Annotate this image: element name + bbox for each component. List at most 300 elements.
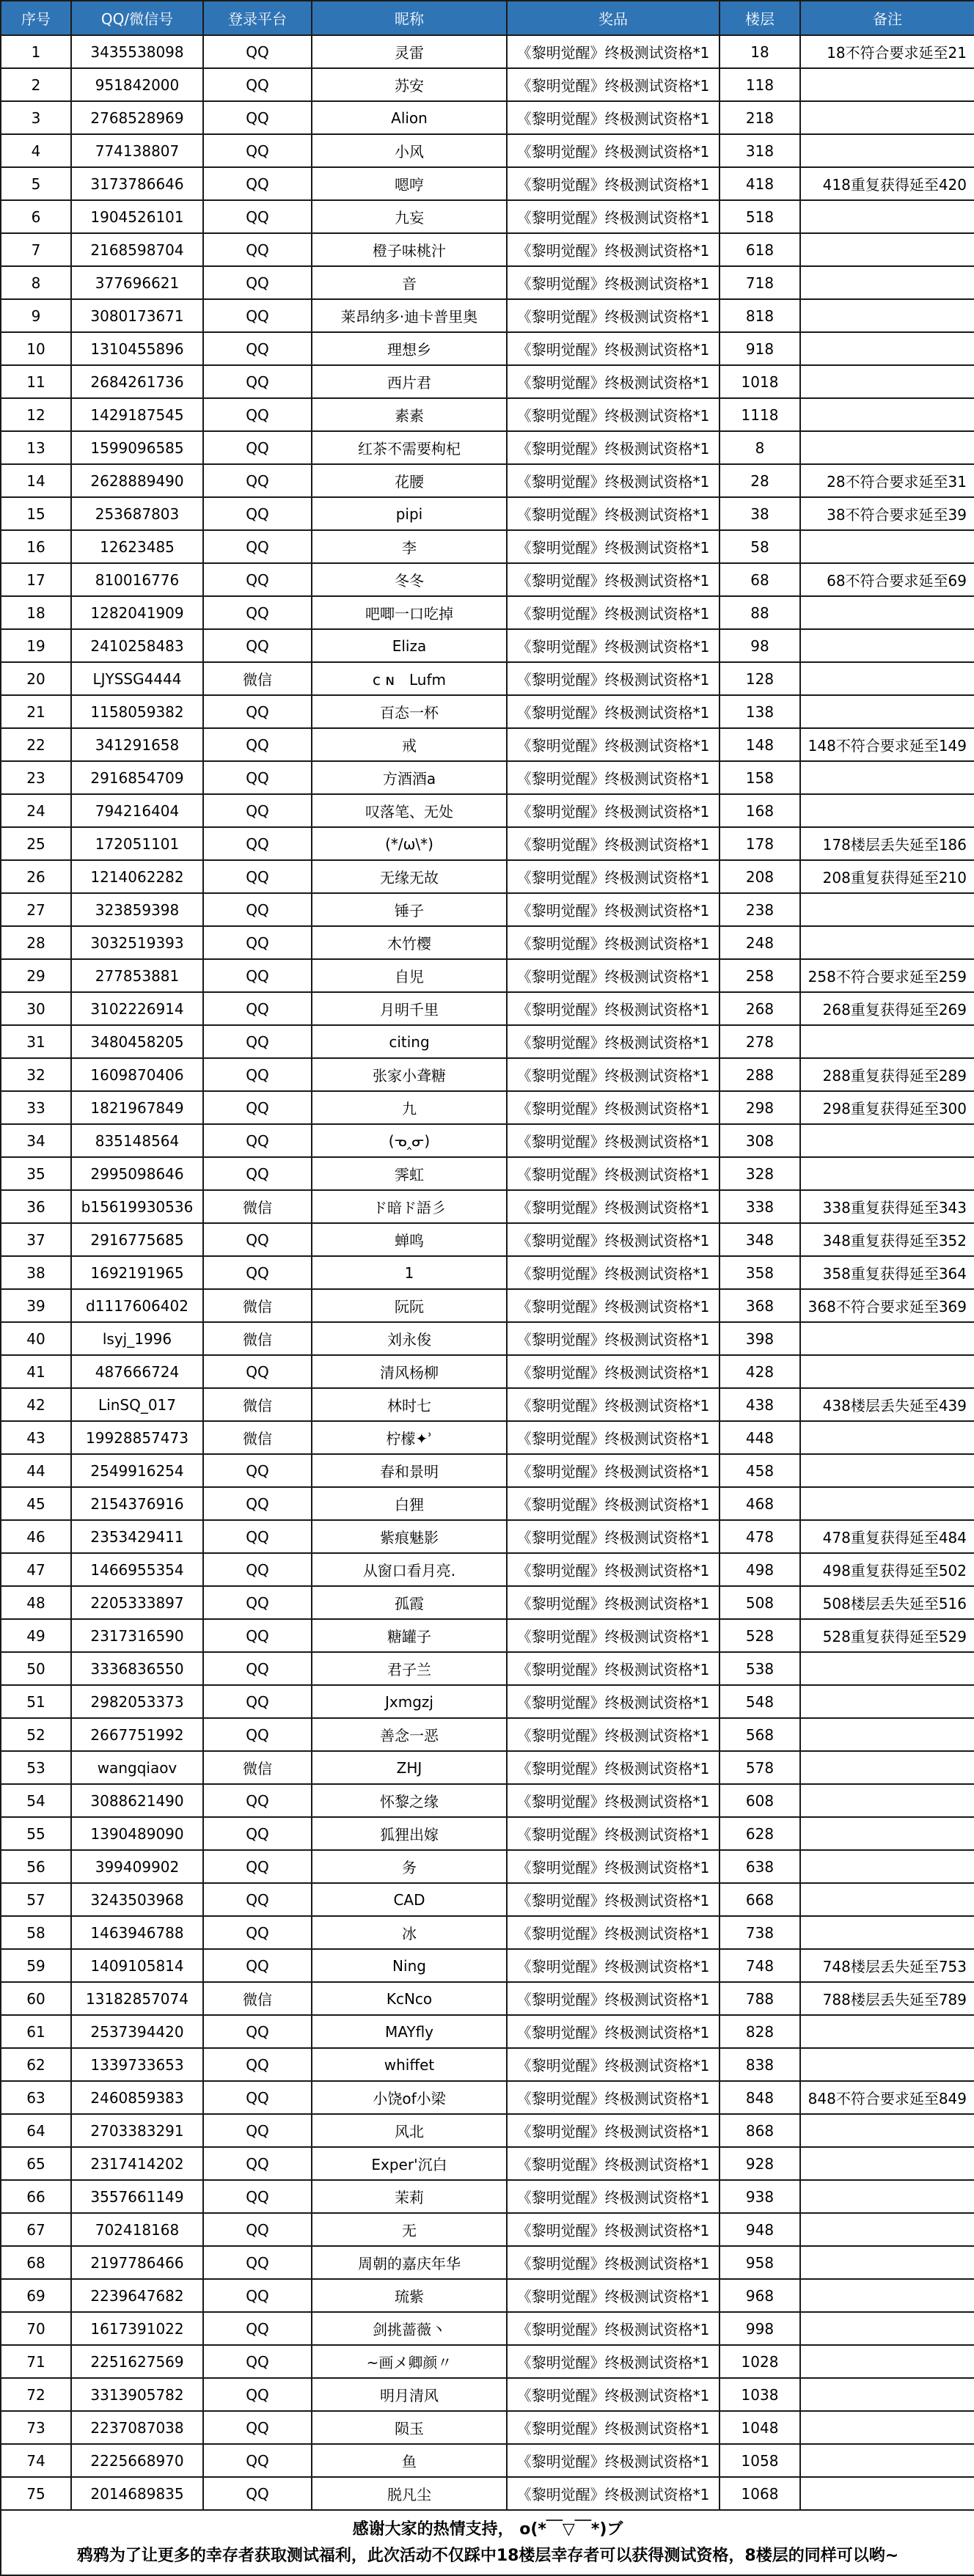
row-floor: 118 xyxy=(719,68,800,101)
row-account: 2317414202 xyxy=(71,2147,203,2180)
table-row xyxy=(1,1355,974,1388)
row-account: 1339733653 xyxy=(71,2048,203,2081)
row-nickname: 音 xyxy=(312,266,507,299)
row-account: 2154376916 xyxy=(71,1487,203,1520)
row-prize: 《黎明觉醒》终极测试资格*1 xyxy=(507,596,719,629)
row-index: 27 xyxy=(1,893,71,926)
row-prize: 《黎明觉醒》终极测试资格*1 xyxy=(507,2246,719,2279)
row-index: 6 xyxy=(1,200,71,233)
row-note: 438楼层丢失延至439 xyxy=(800,1388,974,1421)
row-account: 1429187545 xyxy=(71,398,203,431)
row-prize: 《黎明觉醒》终极测试资格*1 xyxy=(507,827,719,860)
row-index: 64 xyxy=(1,2114,71,2147)
row-nickname: 无缘无故 xyxy=(312,860,507,893)
row-index: 70 xyxy=(1,2312,71,2345)
row-account: 1282041909 xyxy=(71,596,203,629)
row-account: 1904526101 xyxy=(71,200,203,233)
row-prize: 《黎明觉醒》终极测试资格*1 xyxy=(507,794,719,827)
row-prize: 《黎明觉醒》终极测试资格*1 xyxy=(507,497,719,530)
row-prize: 《黎明觉醒》终极测试资格*1 xyxy=(507,959,719,992)
row-prize: 《黎明觉醒》终极测试资格*1 xyxy=(507,1355,719,1388)
row-index: 40 xyxy=(1,1322,71,1355)
table-row xyxy=(1,101,974,134)
row-prize: 《黎明觉醒》终极测试资格*1 xyxy=(507,2477,719,2510)
footer-row xyxy=(1,2510,974,2575)
row-index: 31 xyxy=(1,1025,71,1058)
row-platform: QQ xyxy=(203,1091,312,1124)
row-prize: 《黎明觉醒》终极测试资格*1 xyxy=(507,1850,719,1883)
row-account: 253687803 xyxy=(71,497,203,530)
row-index: 34 xyxy=(1,1124,71,1157)
table-row xyxy=(1,1454,974,1487)
row-prize: 《黎明觉醒》终极测试资格*1 xyxy=(507,530,719,563)
row-floor: 248 xyxy=(719,926,800,959)
row-platform: QQ xyxy=(203,827,312,860)
row-note: 748楼层丢失延至753 xyxy=(800,1949,974,1982)
row-platform: QQ xyxy=(203,1784,312,1817)
table-row xyxy=(1,992,974,1025)
row-nickname: 从窗口看月亮. xyxy=(312,1553,507,1586)
row-index: 58 xyxy=(1,1916,71,1949)
row-account: 3032519393 xyxy=(71,926,203,959)
row-prize: 《黎明觉醒》终极测试资格*1 xyxy=(507,1586,719,1619)
row-index: 18 xyxy=(1,596,71,629)
row-note: 258不符合要求延至259 xyxy=(800,959,974,992)
table-row xyxy=(1,2147,974,2180)
row-prize: 《黎明觉醒》终极测试资格*1 xyxy=(507,2114,719,2147)
row-account: 377696621 xyxy=(71,266,203,299)
row-account: 1310455896 xyxy=(71,332,203,365)
row-platform: QQ xyxy=(203,596,312,629)
row-floor: 668 xyxy=(719,1883,800,1916)
row-note: 498重复获得延至502 xyxy=(800,1553,974,1586)
row-floor: 168 xyxy=(719,794,800,827)
row-note xyxy=(800,662,974,695)
row-floor: 368 xyxy=(719,1289,800,1322)
row-platform: QQ xyxy=(203,101,312,134)
row-account: 2225668970 xyxy=(71,2444,203,2477)
row-floor: 1118 xyxy=(719,398,800,431)
row-note xyxy=(800,1421,974,1454)
row-index: 45 xyxy=(1,1487,71,1520)
row-index: 13 xyxy=(1,431,71,464)
table-row xyxy=(1,530,974,563)
row-prize: 《黎明觉醒》终极测试资格*1 xyxy=(507,1388,719,1421)
row-index: 69 xyxy=(1,2279,71,2312)
table-row xyxy=(1,761,974,794)
row-prize: 《黎明觉醒》终极测试资格*1 xyxy=(507,761,719,794)
row-index: 60 xyxy=(1,1982,71,2015)
row-index: 23 xyxy=(1,761,71,794)
row-floor: 518 xyxy=(719,200,800,233)
row-floor: 438 xyxy=(719,1388,800,1421)
row-note: 178楼层丢失延至186 xyxy=(800,827,974,860)
row-prize: 《黎明觉醒》终极测试资格*1 xyxy=(507,1883,719,1916)
row-prize: 《黎明觉醒》终极测试资格*1 xyxy=(507,1322,719,1355)
row-floor: 1068 xyxy=(719,2477,800,2510)
row-platform: QQ xyxy=(203,1916,312,1949)
row-prize: 《黎明觉醒》终极测试资格*1 xyxy=(507,167,719,200)
row-account: d1117606402 xyxy=(71,1289,203,1322)
row-index: 8 xyxy=(1,266,71,299)
row-prize: 《黎明觉醒》终极测试资格*1 xyxy=(507,1223,719,1256)
table-row xyxy=(1,68,974,101)
footer-cell xyxy=(1,2510,974,2575)
row-account: 2703383291 xyxy=(71,2114,203,2147)
table-row xyxy=(1,1124,974,1157)
table-row xyxy=(1,365,974,398)
row-floor: 98 xyxy=(719,629,800,662)
row-account: 2237087038 xyxy=(71,2411,203,2444)
row-nickname: 脱凡尘 xyxy=(312,2477,507,2510)
row-nickname: (ᓀ‸ᓂ) xyxy=(312,1124,507,1157)
table-row xyxy=(1,2015,974,2048)
table-row xyxy=(1,2312,974,2345)
table-row xyxy=(1,134,974,167)
header-account: QQ/微信号 xyxy=(71,1,203,35)
row-nickname: 狐狸出嫁 xyxy=(312,1817,507,1850)
row-index: 50 xyxy=(1,1652,71,1685)
row-prize: 《黎明觉醒》终极测试资格*1 xyxy=(507,68,719,101)
table-row xyxy=(1,1982,974,2015)
row-account: 1821967849 xyxy=(71,1091,203,1124)
row-nickname: 林时七 xyxy=(312,1388,507,1421)
row-nickname: 灵雷 xyxy=(312,35,507,68)
row-index: 43 xyxy=(1,1421,71,1454)
row-note xyxy=(800,1916,974,1949)
row-floor: 428 xyxy=(719,1355,800,1388)
row-prize: 《黎明觉醒》终极测试资格*1 xyxy=(507,35,719,68)
row-note xyxy=(800,2312,974,2345)
row-index: 62 xyxy=(1,2048,71,2081)
row-platform: QQ xyxy=(203,1124,312,1157)
table-row xyxy=(1,662,974,695)
row-note xyxy=(800,893,974,926)
row-account: 1214062282 xyxy=(71,860,203,893)
row-platform: 微信 xyxy=(203,1982,312,2015)
row-prize: 《黎明觉醒》终极测试资格*1 xyxy=(507,1058,719,1091)
row-platform: QQ xyxy=(203,365,312,398)
row-prize: 《黎明觉醒》终极测试资格*1 xyxy=(507,1718,719,1751)
row-note xyxy=(800,1157,974,1190)
row-account: 399409902 xyxy=(71,1850,203,1883)
row-prize: 《黎明觉醒》终极测试资格*1 xyxy=(507,2411,719,2444)
row-floor: 88 xyxy=(719,596,800,629)
row-floor: 138 xyxy=(719,695,800,728)
row-floor: 498 xyxy=(719,1553,800,1586)
row-prize: 《黎明觉醒》终极测试资格*1 xyxy=(507,1916,719,1949)
row-prize: 《黎明觉醒》终极测试资格*1 xyxy=(507,398,719,431)
row-index: 16 xyxy=(1,530,71,563)
row-index: 74 xyxy=(1,2444,71,2477)
row-note: 18不符合要求延至21 xyxy=(800,35,974,68)
row-prize: 《黎明觉醒》终极测试资格*1 xyxy=(507,695,719,728)
row-nickname: ~画メ卿颜〃 xyxy=(312,2345,507,2378)
row-nickname: 西片君 xyxy=(312,365,507,398)
row-floor: 548 xyxy=(719,1685,800,1718)
row-platform: QQ xyxy=(203,2081,312,2114)
row-account: 2549916254 xyxy=(71,1454,203,1487)
row-prize: 《黎明觉醒》终极测试资格*1 xyxy=(507,1520,719,1553)
row-account: 2205333897 xyxy=(71,1586,203,1619)
row-platform: QQ xyxy=(203,431,312,464)
row-floor: 618 xyxy=(719,233,800,266)
row-account: 2014689835 xyxy=(71,2477,203,2510)
row-prize: 《黎明觉醒》终极测试资格*1 xyxy=(507,728,719,761)
row-index: 41 xyxy=(1,1355,71,1388)
row-platform: QQ xyxy=(203,2345,312,2378)
table-row xyxy=(1,200,974,233)
row-floor: 748 xyxy=(719,1949,800,1982)
row-note xyxy=(800,299,974,332)
row-platform: QQ xyxy=(203,1256,312,1289)
row-nickname: 叹落笔、无处 xyxy=(312,794,507,827)
table-row xyxy=(1,1619,974,1652)
header-index: 序号 xyxy=(1,1,71,35)
row-account: 3480458205 xyxy=(71,1025,203,1058)
row-index: 11 xyxy=(1,365,71,398)
row-account: 774138807 xyxy=(71,134,203,167)
table-row xyxy=(1,629,974,662)
row-note xyxy=(800,398,974,431)
row-prize: 《黎明觉醒》终极测试资格*1 xyxy=(507,266,719,299)
row-index: 54 xyxy=(1,1784,71,1817)
row-floor: 568 xyxy=(719,1718,800,1751)
row-platform: QQ xyxy=(203,563,312,596)
row-note xyxy=(800,431,974,464)
row-note xyxy=(800,1817,974,1850)
row-platform: QQ xyxy=(203,1619,312,1652)
table-row xyxy=(1,1025,974,1058)
row-nickname: 琉紫 xyxy=(312,2279,507,2312)
row-index: 7 xyxy=(1,233,71,266)
row-account: 323859398 xyxy=(71,893,203,926)
row-prize: 《黎明觉醒》终极测试资格*1 xyxy=(507,860,719,893)
row-floor: 458 xyxy=(719,1454,800,1487)
row-account: LJYSSG4444 xyxy=(71,662,203,695)
table-row xyxy=(1,2411,974,2444)
row-note xyxy=(800,1355,974,1388)
row-floor: 738 xyxy=(719,1916,800,1949)
row-note: 208重复获得延至210 xyxy=(800,860,974,893)
row-account: lsyj_1996 xyxy=(71,1322,203,1355)
row-index: 21 xyxy=(1,695,71,728)
table-row xyxy=(1,233,974,266)
table-row xyxy=(1,1256,974,1289)
row-prize: 《黎明觉醒》终极测试资格*1 xyxy=(507,1487,719,1520)
row-index: 48 xyxy=(1,1586,71,1619)
row-prize: 《黎明觉醒》终极测试资格*1 xyxy=(507,1454,719,1487)
header-platform: 登录平台 xyxy=(203,1,312,35)
row-prize: 《黎明觉醒》终极测试资格*1 xyxy=(507,365,719,398)
table-row xyxy=(1,1091,974,1124)
table-row xyxy=(1,959,974,992)
row-prize: 《黎明觉醒》终极测试资格*1 xyxy=(507,2444,719,2477)
row-index: 4 xyxy=(1,134,71,167)
row-note xyxy=(800,530,974,563)
row-nickname: Eliza xyxy=(312,629,507,662)
row-account: 19928857473 xyxy=(71,1421,203,1454)
row-nickname: 李 xyxy=(312,530,507,563)
row-nickname: Alion xyxy=(312,101,507,134)
table-row xyxy=(1,2279,974,2312)
row-platform: QQ xyxy=(203,992,312,1025)
row-platform: QQ xyxy=(203,926,312,959)
row-platform: QQ xyxy=(203,167,312,200)
row-nickname: 戒 xyxy=(312,728,507,761)
row-floor: 628 xyxy=(719,1817,800,1850)
row-account: 2916854709 xyxy=(71,761,203,794)
row-nickname: ZHJ xyxy=(312,1751,507,1784)
row-note xyxy=(800,1124,974,1157)
row-note xyxy=(800,761,974,794)
row-nickname: 理想乡 xyxy=(312,332,507,365)
row-account: 3173786646 xyxy=(71,167,203,200)
row-prize: 《黎明觉醒》终极测试资格*1 xyxy=(507,1685,719,1718)
row-note: 68不符合要求延至69 xyxy=(800,563,974,596)
row-floor: 288 xyxy=(719,1058,800,1091)
row-platform: QQ xyxy=(203,1520,312,1553)
table-row xyxy=(1,1487,974,1520)
row-floor: 18 xyxy=(719,35,800,68)
row-account: 1158059382 xyxy=(71,695,203,728)
row-platform: QQ xyxy=(203,629,312,662)
row-platform: 微信 xyxy=(203,662,312,695)
row-index: 72 xyxy=(1,2378,71,2411)
row-nickname: 清风杨柳 xyxy=(312,1355,507,1388)
row-nickname: 红茶不需要枸杞 xyxy=(312,431,507,464)
row-note xyxy=(800,2213,974,2246)
row-nickname: Ning xyxy=(312,1949,507,1982)
row-index: 46 xyxy=(1,1520,71,1553)
row-floor: 478 xyxy=(719,1520,800,1553)
row-platform: QQ xyxy=(203,530,312,563)
row-nickname: 花腰 xyxy=(312,464,507,497)
row-account: 3243503968 xyxy=(71,1883,203,1916)
row-floor: 318 xyxy=(719,134,800,167)
row-account: 2995098646 xyxy=(71,1157,203,1190)
table-row xyxy=(1,2081,974,2114)
row-platform: QQ xyxy=(203,1025,312,1058)
row-platform: QQ xyxy=(203,2279,312,2312)
row-account: 2239647682 xyxy=(71,2279,203,2312)
table-row xyxy=(1,2378,974,2411)
row-platform: QQ xyxy=(203,1718,312,1751)
row-index: 28 xyxy=(1,926,71,959)
row-index: 61 xyxy=(1,2015,71,2048)
row-account: LinSQ_017 xyxy=(71,1388,203,1421)
row-nickname: 吧唧一口吃掉 xyxy=(312,596,507,629)
row-nickname: 春和景明 xyxy=(312,1454,507,1487)
row-platform: QQ xyxy=(203,1553,312,1586)
table-row xyxy=(1,1421,974,1454)
row-index: 52 xyxy=(1,1718,71,1751)
table-row xyxy=(1,1718,974,1751)
row-nickname: MAYfly xyxy=(312,2015,507,2048)
row-nickname: 茉莉 xyxy=(312,2180,507,2213)
row-index: 22 xyxy=(1,728,71,761)
row-prize: 《黎明觉醒》终极测试资格*1 xyxy=(507,299,719,332)
table-row xyxy=(1,1817,974,1850)
row-prize: 《黎明觉醒》终极测试资格*1 xyxy=(507,200,719,233)
row-note: 38不符合要求延至39 xyxy=(800,497,974,530)
row-note xyxy=(800,1718,974,1751)
row-prize: 《黎明觉醒》终极测试资格*1 xyxy=(507,1949,719,1982)
row-nickname: 九 xyxy=(312,1091,507,1124)
table-row xyxy=(1,1157,974,1190)
row-note xyxy=(800,2345,974,2378)
row-prize: 《黎明觉醒》终极测试资格*1 xyxy=(507,1025,719,1058)
row-platform: QQ xyxy=(203,1949,312,1982)
table-row xyxy=(1,1322,974,1355)
row-platform: 微信 xyxy=(203,1289,312,1322)
row-floor: 828 xyxy=(719,2015,800,2048)
row-note xyxy=(800,1883,974,1916)
row-floor: 178 xyxy=(719,827,800,860)
row-prize: 《黎明觉醒》终极测试资格*1 xyxy=(507,1817,719,1850)
row-note xyxy=(800,2378,974,2411)
row-platform: QQ xyxy=(203,2378,312,2411)
row-platform: QQ xyxy=(203,2477,312,2510)
row-account: 3557661149 xyxy=(71,2180,203,2213)
row-prize: 《黎明觉醒》终极测试资格*1 xyxy=(507,629,719,662)
row-nickname: 冰 xyxy=(312,1916,507,1949)
row-floor: 1048 xyxy=(719,2411,800,2444)
table-row xyxy=(1,464,974,497)
row-floor: 928 xyxy=(719,2147,800,2180)
row-account: 951842000 xyxy=(71,68,203,101)
row-floor: 868 xyxy=(719,2114,800,2147)
row-nickname: 周朝的嘉庆年华 xyxy=(312,2246,507,2279)
row-note: 368不符合要求延至369 xyxy=(800,1289,974,1322)
row-index: 44 xyxy=(1,1454,71,1487)
table-row xyxy=(1,2213,974,2246)
row-floor: 28 xyxy=(719,464,800,497)
table-row xyxy=(1,431,974,464)
row-account: 3080173671 xyxy=(71,299,203,332)
row-account: 794216404 xyxy=(71,794,203,827)
row-account: 1599096585 xyxy=(71,431,203,464)
row-account: b15619930536 xyxy=(71,1190,203,1223)
row-index: 26 xyxy=(1,860,71,893)
table-row xyxy=(1,1652,974,1685)
table-row xyxy=(1,1388,974,1421)
row-prize: 《黎明觉醒》终极测试资格*1 xyxy=(507,1289,719,1322)
row-prize: 《黎明觉醒》终极测试资格*1 xyxy=(507,464,719,497)
row-index: 51 xyxy=(1,1685,71,1718)
row-floor: 158 xyxy=(719,761,800,794)
row-nickname: KcNco xyxy=(312,1982,507,2015)
row-nickname: 百态一杯 xyxy=(312,695,507,728)
row-index: 9 xyxy=(1,299,71,332)
table-row xyxy=(1,266,974,299)
table-row xyxy=(1,1586,974,1619)
row-floor: 1018 xyxy=(719,365,800,398)
row-account: 341291658 xyxy=(71,728,203,761)
row-platform: QQ xyxy=(203,2114,312,2147)
row-account: 2251627569 xyxy=(71,2345,203,2378)
row-note xyxy=(800,2444,974,2477)
row-prize: 《黎明觉醒》终极测试资格*1 xyxy=(507,2048,719,2081)
row-account: 2916775685 xyxy=(71,1223,203,1256)
row-index: 1 xyxy=(1,35,71,68)
row-index: 29 xyxy=(1,959,71,992)
row-index: 39 xyxy=(1,1289,71,1322)
row-floor: 338 xyxy=(719,1190,800,1223)
row-note: 338重复获得延至343 xyxy=(800,1190,974,1223)
row-index: 15 xyxy=(1,497,71,530)
row-floor: 328 xyxy=(719,1157,800,1190)
